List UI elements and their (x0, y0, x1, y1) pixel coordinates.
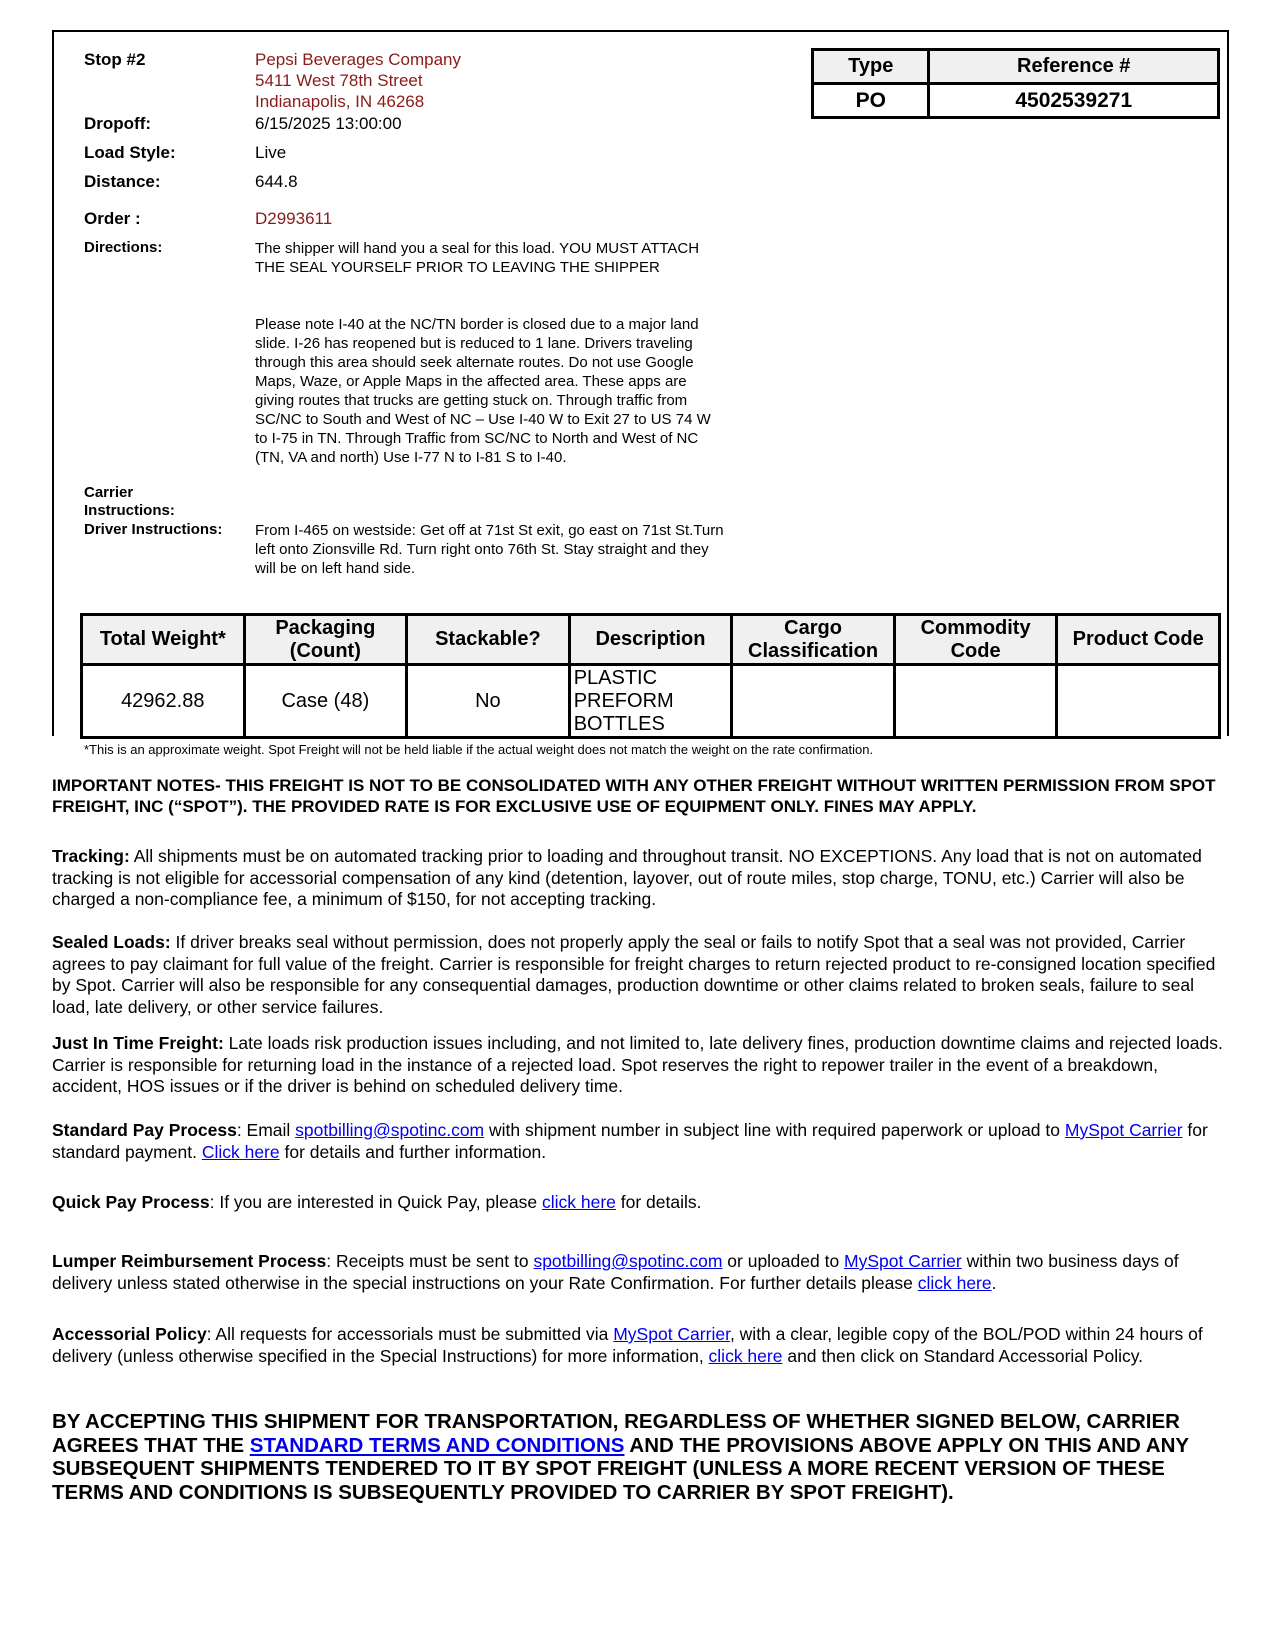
terms-text: BY ACCEPTING THIS SHIPMENT FOR TRANSPORTATION, REGARDLESS OF WHETHER SIGNED BELOW, CARRIER AGREES THAT THE (52, 1410, 1180, 1457)
accessorial-label: Accessorial Policy (52, 1324, 207, 1344)
cargo-header-cell: Product Code (1057, 615, 1220, 665)
terms-acceptance-paragraph (52, 1410, 1227, 1504)
standard-pay-text: for standard payment. (52, 1120, 1208, 1162)
just-in-time-text: Late loads risk production issues including, and not limited to, late delivery fines, production downtime claims and rejected loads. Carrier is responsible for returning load in the instance of a rejected load. Spot reserves the right to repower trailer in the event of a breakdown, accident, HOS issues or if the driver is behind on scheduled delivery time. (52, 1033, 1223, 1096)
accessorial-text: : All requests for accessorials must be submitted via (206, 1324, 614, 1344)
driver-instructions-label: Driver Instructions: (84, 521, 223, 538)
standard-pay-label: Standard Pay Process (52, 1120, 237, 1140)
reference-table (811, 48, 1220, 119)
cargo-header-cell: Packaging (Count) (244, 615, 407, 665)
standard-pay-text: : Email (236, 1120, 296, 1140)
directions-text-1: The shipper will hand you a seal for this load. YOU MUST ATTACH THE SEAL YOURSELF PRIOR TO LEAVING THE SHIPPER (255, 240, 700, 276)
billing-email-link[interactable]: spotbilling@spotinc.com (295, 1120, 485, 1140)
tracking-text: All shipments must be on automated tracking prior to loading and throughout transit. NO EXCEPTIONS. Any load that is not on automated tracking is not eligible for accessorial compensation of any kind (detention, layover, out of route miles, stop charge, TONU, etc.) Carrier will also be charged a non-compliance fee, a minimum of $150, for not accepting tracking. (52, 846, 1202, 909)
cargo-header-cell: Stackable? (407, 615, 570, 665)
just-in-time-label: Just In Time Freight: (52, 1033, 224, 1053)
stop-address-line1: 5411 West 78th Street (255, 71, 423, 90)
lumper-text: within two business days of delivery unless stated otherwise in the special instructions on your Rate Confirmation. For further details please (52, 1251, 1179, 1293)
lumper-myspot-carrier-link[interactable]: MySpot Carrier (844, 1251, 962, 1271)
quick-pay-label: Quick Pay Process (52, 1192, 210, 1212)
standard-terms-link[interactable]: STANDARD TERMS AND CONDITIONS (249, 1433, 625, 1457)
lumper-paragraph (52, 1251, 1227, 1294)
dropoff-label: Dropoff: (84, 114, 152, 133)
cargo-header-cell: Total Weight* (82, 615, 245, 665)
lumper-text: : Receipts must be sent to (326, 1251, 534, 1271)
cargo-header-row (82, 615, 1220, 665)
carrier-instructions-label-2: Instructions: (84, 502, 175, 519)
order-value: D2993611 (255, 209, 333, 228)
cargo-header-cell: Commodity Code (894, 615, 1057, 665)
cargo-cell: 42962.88 (82, 665, 245, 738)
stop-address-line2: Indianapolis, IN 46268 (255, 92, 425, 111)
sealed-loads-label: Sealed Loads: (52, 932, 171, 952)
just-in-time-paragraph (52, 1033, 1227, 1098)
load-style-label: Load Style: (84, 143, 176, 162)
weight-footnote: *This is an approximate weight. Spot Freight will not be held liable if the actual weight does not match the weight on the rate confirmation. (84, 742, 874, 757)
quick-pay-text: : If you are interested in Quick Pay, please (209, 1192, 542, 1212)
cargo-cell: Case (48) (244, 665, 407, 738)
carrier-instructions-label-1: Carrier (84, 484, 134, 501)
quick-pay-text: for details. (615, 1192, 702, 1212)
cargo-data-row (82, 665, 1220, 738)
quick-pay-paragraph (52, 1192, 1227, 1214)
standard-pay-text: with shipment number in subject line with required paperwork or upload to (484, 1120, 1065, 1140)
cargo-header-cell: Description (569, 615, 732, 665)
lumper-click-here-link[interactable]: click here (917, 1272, 992, 1293)
cargo-header-cell: Cargo Classification (732, 615, 895, 665)
cargo-cell (894, 665, 1057, 738)
stop-company: Pepsi Beverages Company (255, 50, 462, 69)
standard-pay-paragraph (52, 1120, 1227, 1163)
load-style-value: Live (255, 143, 287, 162)
cargo-cell: No (407, 665, 570, 738)
myspot-carrier-link[interactable]: MySpot Carrier (1064, 1120, 1183, 1140)
dropoff-value: 6/15/2025 13:00:00 (255, 114, 402, 133)
standard-pay-click-here-link[interactable]: Click here (201, 1141, 280, 1162)
accessorial-paragraph (52, 1324, 1227, 1367)
directions-label: Directions: (84, 239, 163, 256)
cargo-cell (1057, 665, 1220, 738)
cargo-cell: PLASTIC PREFORM BOTTLES (569, 665, 732, 738)
lumper-text: . (991, 1272, 997, 1293)
order-label: Order : (84, 209, 141, 228)
cargo-cell (732, 665, 895, 738)
distance-value: 644.8 (255, 172, 298, 191)
important-notes: IMPORTANT NOTES- THIS FREIGHT IS NOT TO BE CONSOLIDATED WITH ANY OTHER FREIGHT WITHOUT WRITTEN PERMISSION FROM SPOT FREIGHT, INC (“SPOT”). THE PROVIDED RATE IS FOR EXCLUSIVE USE OF EQUIPMENT ONLY. FINES MAY APPLY. (52, 776, 1216, 816)
type-header: Type (813, 50, 929, 84)
lumper-label: Lumper Reimbursement Process (52, 1251, 327, 1271)
accessorial-text: and then click on Standard Accessorial Policy. (782, 1345, 1144, 1366)
standard-pay-text: for details and further information. (279, 1141, 547, 1162)
distance-label: Distance: (84, 172, 161, 191)
reference-header: Reference # (929, 50, 1219, 84)
sealed-loads-text: If driver breaks seal without permission, does not properly apply the seal or fails to notify Spot that a seal was not provided, Carrier agrees to pay claimant for full value of the freight. Carrier is responsible for freight charges to return rejected product to re-consigned location specified by Spot. Carrier will also be responsible for any consequential damages, production downtime or other claims related to broken seals, failure to seal load, late delivery, or other service failures. (52, 932, 1216, 1017)
cargo-table (80, 613, 1221, 739)
terms-text: AND THE PROVISIONS ABOVE APPLY ON THIS AND ANY SUBSEQUENT SHIPMENTS TENDERED TO IT BY SPOT FREIGHT (UNLESS A MORE RECENT VERSION OF THESE TERMS AND CONDITIONS IS SUBSEQUENTLY PROVIDED TO CARRIER BY SPOT FREIGHT). (52, 1433, 1189, 1504)
lumper-email-link[interactable]: spotbilling@spotinc.com (533, 1251, 723, 1271)
accessorial-click-here-link[interactable]: click here (708, 1345, 783, 1366)
sealed-loads-paragraph (52, 932, 1227, 1018)
accessorial-myspot-carrier-link[interactable]: MySpot Carrier (613, 1324, 730, 1344)
quick-pay-click-here-link[interactable]: click here (541, 1192, 616, 1212)
tracking-label: Tracking: (52, 846, 130, 866)
accessorial-text: , with a clear, legible copy of the BOL/POD within 24 hours of delivery (unless otherwise specified in the Special Instructions) for more information, (52, 1324, 1203, 1366)
directions-text-2: Please note I-40 at the NC/TN border is closed due to a major land slide. I-26 has reopened but is reduced to 1 lane. Drivers traveling through this area should seek alternate routes. Do not use Google Maps, Waze, or Apple Maps in the affected area. These apps are giving routes that trucks are getting stuck on. Through traffic from SC/NC to South and West of NC – Use I-40 W to Exit 27 to US 74 W to I-75 in TN. Through Traffic from SC/NC to North and West of NC (TN, VA and north) Use I-77 N to I-81 S to I-40. (255, 316, 711, 466)
lumper-text: or uploaded to (722, 1251, 845, 1271)
reference-value: 4502539271 (929, 84, 1219, 118)
tracking-paragraph (52, 846, 1227, 911)
stop-number-label: Stop #2 (84, 50, 146, 69)
type-value: PO (813, 84, 929, 118)
driver-instructions-text: From I-465 on westside: Get off at 71st St exit, go east on 71st St.Turn left onto Zionsville Rd. Turn right onto 76th St. Stay straight and they will be on left hand side. (255, 522, 724, 577)
